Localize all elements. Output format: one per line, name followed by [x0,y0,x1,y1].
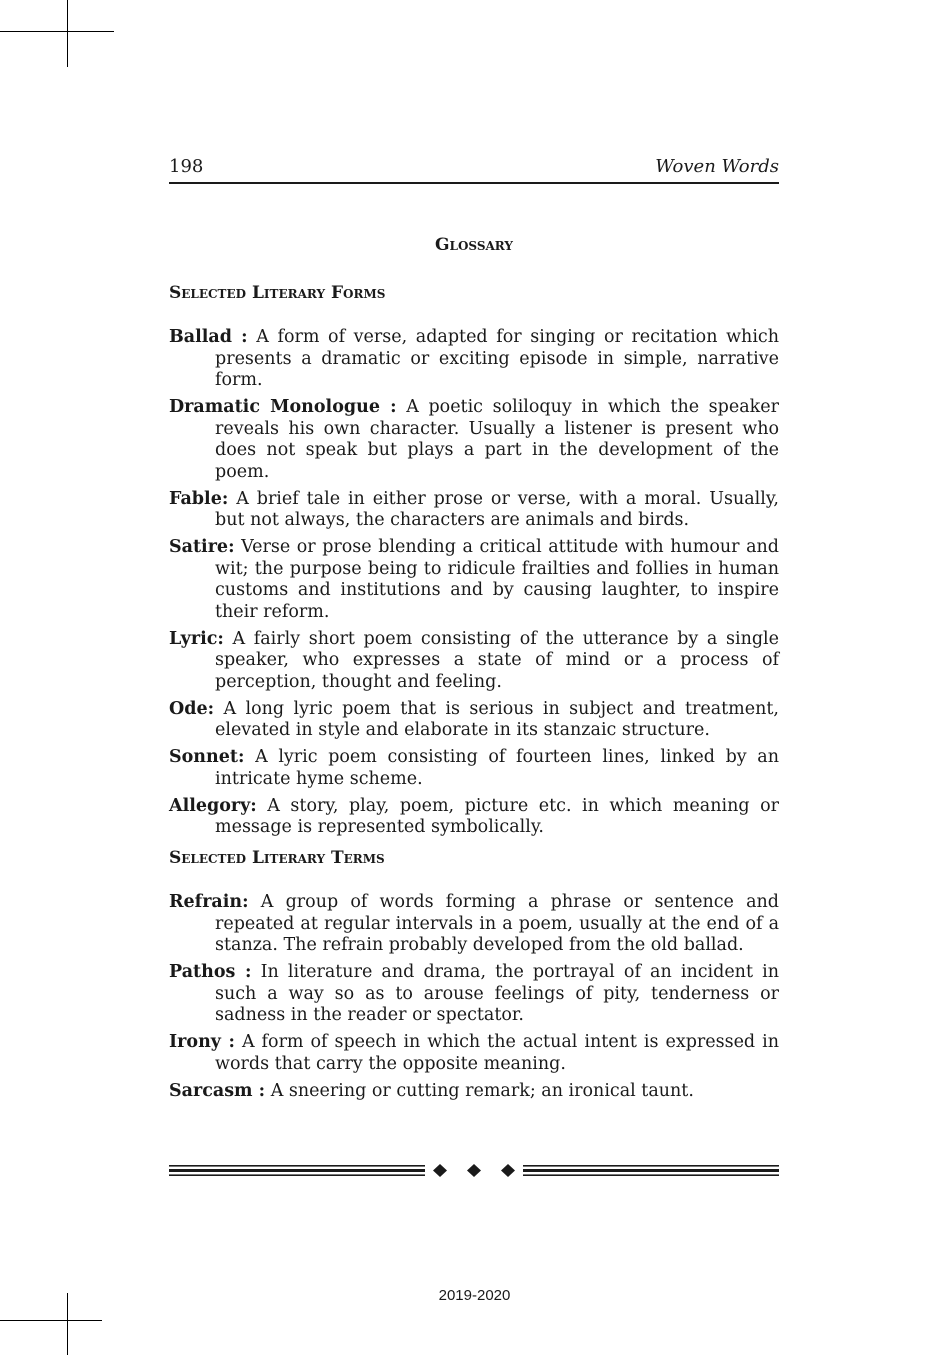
list-item [169,892,779,957]
section-end-ornament [169,1162,779,1180]
literary-forms-list [169,327,779,844]
entry-term: Sarcasm : [169,1080,266,1101]
entry-term: Refrain: [169,892,249,912]
list-item [169,1032,779,1075]
footer-year: 2019-2020 [438,1287,511,1304]
entry-definition: A lyric poem consisting of fourteen lines, linked by an intricate hyme scheme. [215,747,779,789]
entry-definition: A group of words forming a phrase or sentence and repeated at regular intervals in a poem, usually at the end of a stanza. The refrain probably developed from the old ballad. [215,892,779,955]
list-item [169,699,779,742]
entry-definition: Verse or prose blending a critical attitude with humour and wit; the purpose being to ridicule frailties and follies in human customs and institutions and by causing laughter, to inspire their reform. [215,537,779,622]
entry-term: Lyric: [169,628,224,649]
list-item [169,962,779,1027]
entry-term: Satire: [169,537,235,557]
entry-term: Dramatic Monologue : [169,397,397,417]
entry-term: Irony : [169,1032,235,1052]
list-item [169,537,779,623]
list-item [169,796,779,839]
entry-definition: A poetic soliloquy in which the speaker reveals his own character. Usually a listener is present who does not speak but plays a part in the development of the poem. [215,397,779,482]
list-item [169,327,779,392]
entry-definition: A fairly short poem consisting of the utterance by a single speaker, who expresses a state of mind or a process of perception, thought and feeling. [215,628,779,692]
entry-term: Sonnet: [169,747,245,767]
running-header-title: Woven Words [655,156,779,177]
section-heading-literary-terms: Selected Literary Terms [169,848,385,868]
list-item [169,747,779,790]
entry-term: Ode: [169,698,215,719]
page-number: 198 [169,156,204,177]
header-rule [169,182,779,184]
entry-term: Fable: [169,488,229,509]
list-item [169,629,779,694]
literary-terms-list [169,892,779,1108]
section-heading-literary-forms: Selected Literary Forms [169,283,386,303]
crop-mark-top-left-horizontal [0,31,114,32]
entry-definition: A sneering or cutting remark; an ironical taunt. [270,1080,694,1101]
list-item [169,1081,779,1103]
entry-definition: In literature and drama, the portrayal of an incident in such a way so as to arouse feelings of pity, tenderness or sadness in the reader or spectator. [215,962,779,1025]
entry-definition: A form of speech in which the actual intent is expressed in words that carry the opposite meaning. [215,1032,779,1074]
list-item [169,489,779,532]
list-item [169,397,779,483]
entry-definition: A long lyric poem that is serious in subject and treatment, elevated in style and elaborate in its stanzaic structure. [215,698,779,740]
entry-definition: A brief tale in either prose or verse, with a moral. Usually, but not always, the characters are animals and birds. [215,488,779,530]
crop-mark-bottom-left-horizontal [0,1320,102,1321]
entry-term: Pathos : [169,962,252,982]
entry-term: Ballad : [169,327,248,347]
entry-definition: A form of verse, adapted for singing or recitation which presents a dramatic or exciting episode in simple, narrative form. [215,327,779,390]
crop-mark-top-left-vertical [67,0,68,67]
entry-definition: A story, play, poem, picture etc. in which meaning or message is represented symbolically. [215,795,779,837]
entry-term: Allegory: [169,795,257,816]
glossary-title: Glossary [435,235,513,255]
